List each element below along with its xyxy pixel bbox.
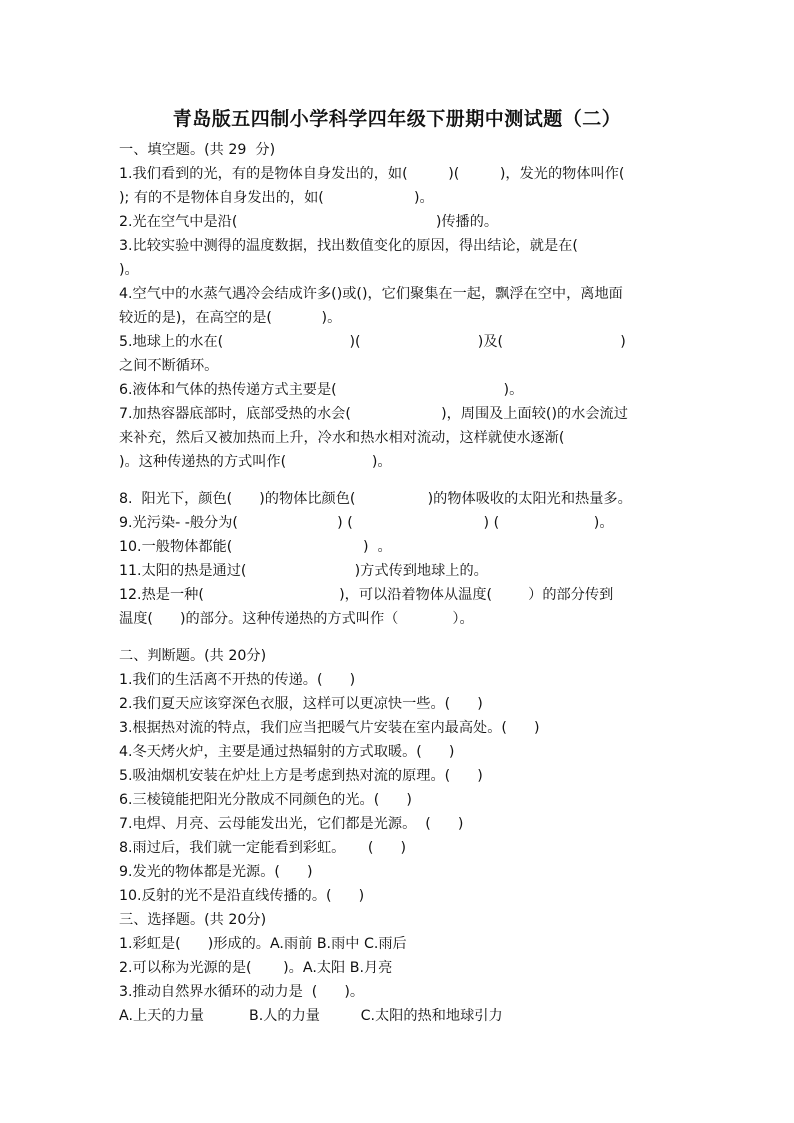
question-line: 温度( )的部分。这种传递热的方式叫作（ ）。: [119, 611, 474, 627]
question-line: 9.光污染- -般分为( ) ( ) ( )。: [119, 515, 614, 531]
question-line: 1.彩虹是( )形成的。A.雨前 B.雨中 C.雨后: [119, 936, 407, 952]
question-line: 5.地球上的水在( )( )及( ): [119, 334, 626, 350]
question-line: 9.发光的物体都是光源。( ): [119, 864, 313, 880]
question-line: A.上天的力量 B.人的力量 C.太阳的热和地球引力: [119, 1008, 503, 1024]
question-line: 较近的是)，在高空的是( )。: [119, 310, 342, 326]
question-line: 12.热是一种( )，可以沿着物体从温度( ）的部分传到: [119, 587, 614, 603]
question-line: 3.比较实验中测得的温度数据，找出数值变化的原因，得出结论，就是在(: [119, 238, 578, 254]
question-line: 7.加热容器底部时，底部受热的水会( )，周围及上面较()的水会流过: [119, 406, 628, 422]
question-line: 8. 阳光下，颜色( )的物体比颜色( )的物体吸收的太阳光和热量多。: [119, 491, 632, 507]
question-line: ); 有的不是物体自身发出的，如( )。: [119, 190, 434, 206]
question-line: 来补充，然后又被加热而上升，冷水和热水相对流动，这样就使水逐渐(: [119, 430, 565, 446]
exam-title: 青岛版五四制小学科学四年级下册期中测试题（二）: [172, 108, 622, 130]
question-line: 5.吸油烟机安装在炉灶上方是考虑到热对流的原理。( ): [119, 768, 483, 784]
question-line: 1.我们的生活离不开热的传递。( ): [119, 672, 356, 688]
question-line: 2.光在空气中是沿( )传播的。: [119, 214, 499, 230]
question-line: 6.液体和气体的热传递方式主要是( )。: [119, 382, 524, 398]
question-line: 1.我们看到的光，有的是物体自身发出的，如( )( )，发光的物体叫作(: [119, 166, 625, 182]
question-line: )。: [119, 262, 139, 278]
question-line: 3.根据热对流的特点，我们应当把暖气片安装在室内最高处。( ): [119, 720, 540, 736]
question-line: 4.冬天烤火炉，主要是通过热辐射的方式取暖。( ): [119, 744, 455, 760]
question-line: 8.雨过后，我们就一定能看到彩虹。 ( ): [119, 840, 407, 856]
question-line: 3.推动自然界水循环的动力是 ( )。: [119, 984, 365, 1000]
question-line: 11.太阳的热是通过( )方式传到地球上的。: [119, 563, 488, 579]
section-heading-true-false: 二、判断题。(共 20分): [119, 648, 267, 664]
question-line: )。这种传递热的方式叫作( )。: [119, 454, 392, 470]
question-line: 7.电焊、月亮、云母能发出光，它们都是光源。 ( ): [119, 816, 464, 832]
question-line: 2.可以称为光源的是( )。A.太阳 B.月亮: [119, 960, 393, 976]
section-heading-fill-blank: 一、填空题。(共 29 分): [119, 142, 276, 158]
question-line: 2.我们夏天应该穿深色衣服，这样可以更凉快一些。( ): [119, 696, 483, 712]
question-line: 之间不断循环。: [119, 358, 219, 374]
question-line: 4.空气中的水蒸气遇冷会结成许多()或()，它们聚集在一起，飘浮在空中，离地面: [119, 286, 623, 302]
question-line: 10.反射的光不是沿直线传播的。( ): [119, 888, 365, 904]
question-line: 10.一般物体都能( ) 。: [119, 539, 392, 555]
section-heading-multiple-choice: 三、选择题。(共 20分): [119, 912, 267, 928]
question-line: 6.三棱镜能把阳光分散成不同颜色的光。( ): [119, 792, 412, 808]
